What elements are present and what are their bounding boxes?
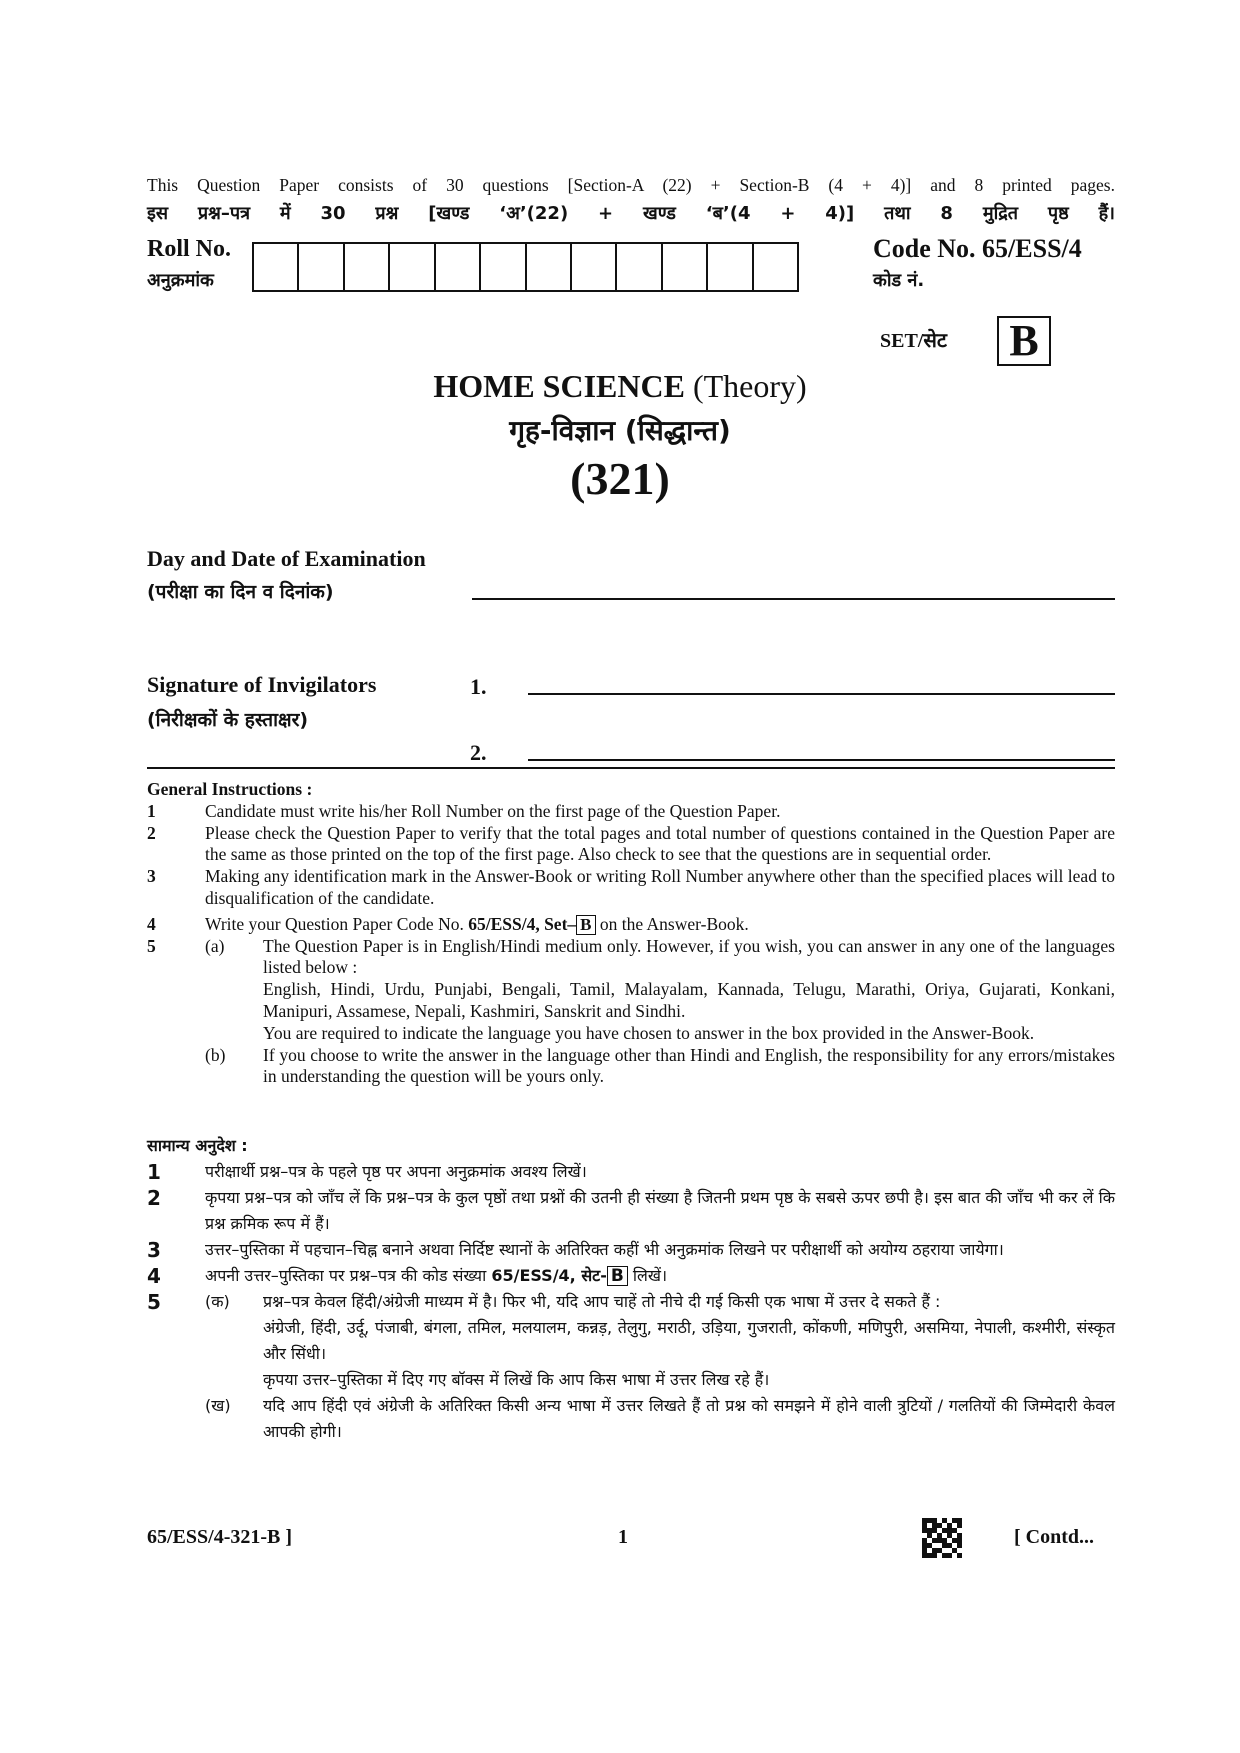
signature-1-number: 1. (470, 674, 487, 699)
roll-cell[interactable] (254, 244, 299, 290)
instruction-item: 2 Please check the Question Paper to verify that the total pages and total number of questions contained in the Question Paper are the same as those printed on the top of the first page. Also check to see that the questions are in sequential order. (147, 822, 1115, 865)
set-box: B (997, 316, 1051, 366)
instruction-item: 1 परीक्षार्थी प्रश्न–पत्र के पहले पृष्ठ पर अपना अनुक्रमांक अवश्य लिखें। (147, 1160, 587, 1184)
roll-cell[interactable] (390, 244, 435, 290)
general-instructions-en (147, 779, 1115, 1088)
roll-number-boxes[interactable] (252, 242, 799, 292)
signature-label: Signature of Invigilators (147, 672, 377, 697)
set-label: SET/सेट (880, 330, 947, 352)
section-divider (147, 767, 1115, 769)
qr-code-icon (922, 1518, 962, 1558)
day-date-label-hi: (परीक्षा का दिन व दिनांक) (147, 581, 334, 603)
roll-cell[interactable] (481, 244, 526, 290)
roll-cell[interactable] (572, 244, 617, 290)
instruction-item: (ख) यदि आप हिंदी एवं अंग्रेजी के अतिरिक्त किसी अन्य भाषा में उत्तर लिखते हैं तो प्रश्न को समझने में होने वाली त्रुटियों / गलतियों की जिम्मेदारी केवल आपकी होगी। (205, 1396, 1115, 1441)
roll-no-label-hi: अनुक्रमांक (147, 270, 214, 291)
instruction-item: 5 (क) प्रश्न–पत्र केवल हिंदी/अंग्रेजी माध्यम में है। फिर भी, यदि आप चाहें तो नीचे दी गई किसी एक भाषा में उत्तर दे सकते हैं : अंग्रेजी, हिंदी, उर्दू, पंजाबी, बंगला, तमिल, मलयालम, कन्नड़, तेलुगु, मराठी, उड़िया, गुजराती, कोंकणी, मणिपुरी, असमिया, नेपाली, कश्मीरी, संस्कृत और सिंधी। कृपया उत्तर–पुस्तिका में दिए गए बॉक्स में लिखें कि आप किस भाषा में उत्तर लिख रहे हैं। (147, 1290, 1115, 1389)
subject-title (0, 368, 1240, 405)
instruction-item: 2 कृपया प्रश्न–पत्र को जाँच लें कि प्रश्न–पत्र के कुल पृष्ठों तथा प्रश्नों की उतनी ही संख्या है जितनी प्रथम पृष्ठ के सबसे ऊपर छपी है। इस बात की जाँच भी कर लें कि प्रश्न क्रमिक रूप में हैं। (147, 1186, 1115, 1233)
contd-label: [ Contd... (1014, 1526, 1095, 1548)
day-date-label: Day and Date of Examination (147, 546, 426, 571)
set-inline-box: B (607, 1266, 628, 1286)
instruction-item: 3 उत्तर–पुस्तिका में पहचान–चिह्न बनाने अथवा निर्दिष्ट स्थानों के अतिरिक्त कहीं भी अनुक्रमांक लिखने पर परीक्षार्थी को अयोग्य ठहराया जायेगा। (147, 1238, 1004, 1262)
roll-cell[interactable] (436, 244, 481, 290)
instruction-item: 4 अपनी उत्तर–पुस्तिका पर प्रश्न–पत्र की कोड संख्या 65/ESS/4, सेट- B लिखें। (147, 1264, 668, 1288)
instruction-item: (b) If you choose to write the answer in the language other than Hindi and English, the responsibility for any errors/mistakes in understanding the question will be yours only. (205, 1044, 1115, 1087)
paper-consists-hi: इस प्रश्न–पत्र में 30 प्रश्न [खण्ड ‘अ’(22) + खण्ड ‘ब’(4 + 4)] तथा 8 मुद्रित पृष्ठ हैं। (147, 203, 1115, 224)
general-instructions-hi (147, 1133, 1115, 1445)
instructions-heading-hi: सामान्य अनुदेश : (147, 1136, 248, 1155)
subject-title-en: HOME SCIENCE (433, 368, 685, 404)
roll-cell[interactable] (708, 244, 753, 290)
instruction-item: 4 Write your Question Paper Code No. 65/ESS/4, Set– B on the Answer-Book. (147, 913, 749, 934)
roll-cell[interactable] (345, 244, 390, 290)
code-no-label-hi: कोड नं. (873, 270, 925, 291)
roll-cell[interactable] (299, 244, 344, 290)
page-number: 1 (618, 1526, 628, 1548)
subject-code: (321) (570, 453, 670, 504)
signature-2-line[interactable] (528, 759, 1115, 761)
day-date-line[interactable] (472, 598, 1115, 600)
instruction-item: 5 (a) The Question Paper is in English/Hindi medium only. However, if you wish, you can answer in any one of the languages listed below : English, Hindi, Urdu, Punjabi, Bengali, Tamil, Malayalam, Kannada, Telugu, Marathi, Oriya, Gujarati, Konkani, Manipuri, Assamese, Nepali, Kashmiri, Sanskrit and Sindhi. You are required to indicate the language you have chosen to answer in the box provided in the Answer-Book. (147, 935, 1115, 1043)
roll-cell[interactable] (663, 244, 708, 290)
subject-title-hi: गृह-विज्ञान (सिद्धान्त) (509, 414, 731, 447)
roll-cell[interactable] (754, 244, 797, 290)
signature-1-line[interactable] (528, 693, 1115, 695)
footer-paper-code: 65/ESS/4-321-B ] (147, 1526, 293, 1548)
instruction-item: 1 Candidate must write his/her Roll Number on the first page of the Question Paper. (147, 800, 781, 821)
instruction-item: 3 Making any identification mark in the Answer-Book or writing Roll Number anywhere other than the specified places will lead to disqualification of the candidate. (147, 866, 1115, 908)
paper-consists-en: This Question Paper consists of 30 questions [Section-A (22) + Section-B (4 + 4)] and 8 printed pages. (147, 175, 1115, 195)
roll-cell[interactable] (617, 244, 662, 290)
signature-2-number: 2. (470, 740, 487, 765)
signature-label-hi: (निरीक्षकों के हस्ताक्षर) (147, 709, 309, 731)
subject-title-suffix: (Theory) (692, 368, 807, 404)
instructions-heading: General Instructions : (147, 779, 313, 799)
roll-no-label: Roll No. (147, 236, 231, 262)
code-no-label: Code No. 65/ESS/4 (873, 234, 1082, 263)
set-inline-box: B (576, 915, 595, 935)
roll-cell[interactable] (527, 244, 572, 290)
